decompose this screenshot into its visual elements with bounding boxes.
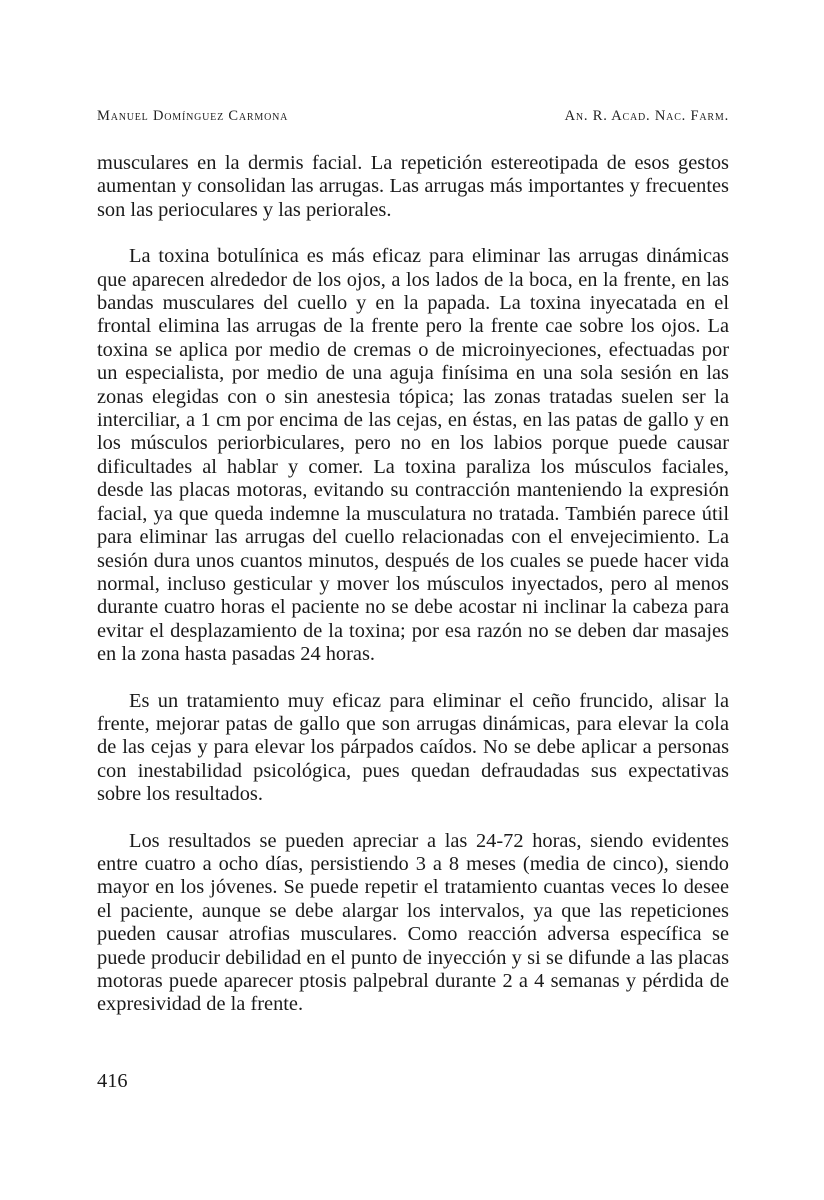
paragraph-toxina-botulinica: La toxina botulínica es más eficaz para eliminar las arrugas dinámicas que aparecen alrededor de los ojos, a los lados de la boca, en la frente, en las bandas musculares del cuello y en la papada. La toxina inyecatada en el frontal elimina las arrugas de la frente pero la frente cae sobre los ojos. La toxina se aplica por medio de cremas o de microinyeciones, efectuadas por un especialista, por medio de una aguja finísima en una sola sesión en las zonas elegidas con o sin anestesia tópica; las zonas tratadas suelen ser la interciliar, a 1 cm por encima de las cejas, en éstas, en las patas de gallo y en los músculos periorbiculares, pero no en los labios porque puede causar dificultades al hablar y comer. La toxina paraliza los músculos faciales, desde las placas motoras, evitando su contracción manteniendo la expresión facial, ya que queda indemne la musculatura no tratada. También parece útil para eliminar las arrugas del cuello relacionadas con el envejecimiento. La sesión dura unos cuantos minutos, después de los cuales se puede hacer vida normal, incluso gesticular y mover los músculos inyectados, pero al menos durante cuatro horas el paciente no se debe acostar ni inclinar la cabeza para evitar el desplazamiento de la toxina; por esa razón no se deben dar masajes en la zona hasta pasadas 24 horas. — [97, 245, 729, 666]
page-content — [97, 108, 729, 1017]
page-number: 416 — [97, 1070, 128, 1092]
paragraph-resultados: Los resultados se pueden apreciar a las 24-72 horas, siendo evidentes entre cuatro a ocho días, persistiendo 3 a 8 meses (media de cinco), siendo mayor en los jóvenes. Se puede repetir el tratamiento cuantas veces lo desee el paciente, aunque se debe alargar los intervalos, ya que las repeticiones pueden causar atrofias musculares. Como reacción adversa específica se puede producir debilidad en el punto de inyección y si se difunde a las placas motoras puede aparecer ptosis palpebral durante 2 a 4 semanas y pérdida de expresividad de la frente. — [97, 829, 729, 1016]
header-author: Manuel Domínguez Carmona — [97, 108, 289, 124]
running-header — [97, 108, 729, 130]
paragraph-tratamiento-eficaz: Es un tratamiento muy eficaz para eliminar el ceño fruncido, alisar la frente, mejorar patas de gallo que son arrugas dinámicas, para elevar la cola de las cejas y para elevar los párpados caídos. No se debe aplicar a personas con inestabilidad psicológica, pues quedan defraudadas sus expectativas sobre los resultados. — [97, 689, 729, 806]
header-journal: An. R. Acad. Nac. Farm. — [564, 108, 729, 124]
paragraph-continuation: musculares en la dermis facial. La repetición estereotipada de esos gestos aumentan y consolidan las arrugas. Las arrugas más importantes y frecuentes son las perioculares y las periorales. — [97, 152, 729, 221]
body-text — [97, 152, 729, 1017]
